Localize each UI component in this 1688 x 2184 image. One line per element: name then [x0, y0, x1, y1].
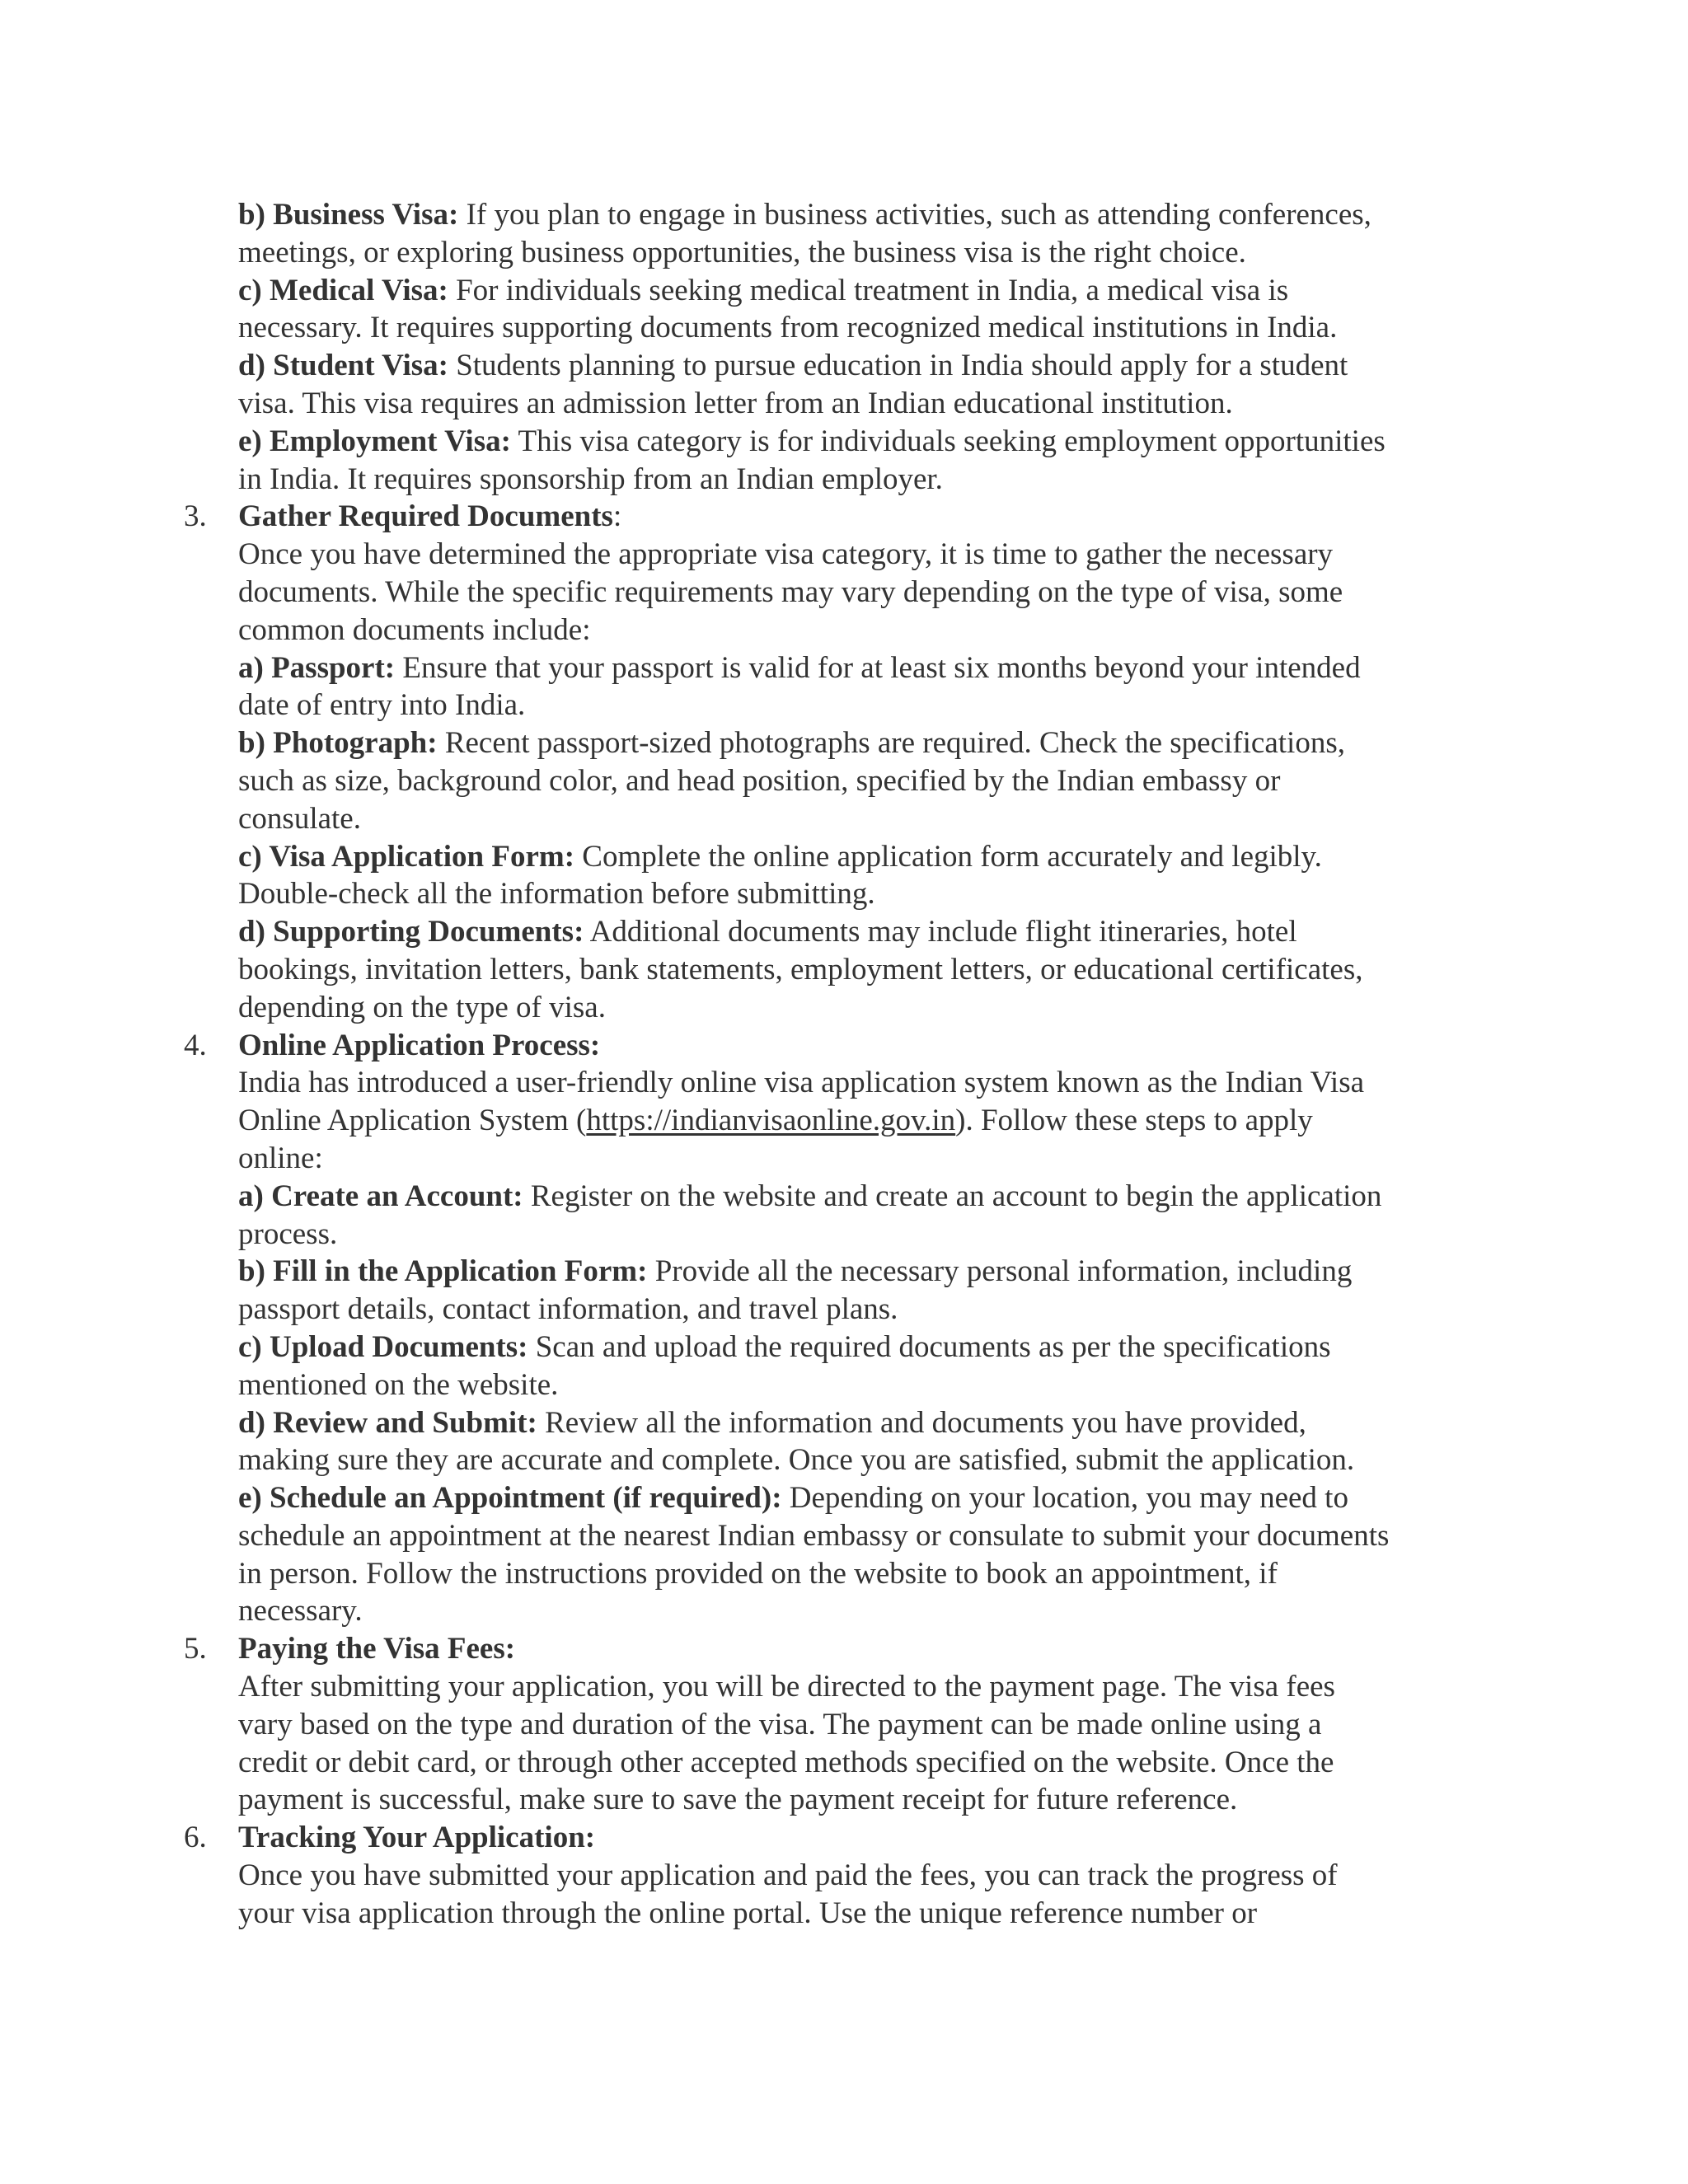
medical-visa-label: c) Medical Visa:: [238, 273, 448, 307]
section-6-body-line-2: your visa application through the online portal. Use the unique reference number or: [238, 1896, 1258, 1930]
document-body: [184, 196, 1491, 1933]
create-account-label: a) Create an Account:: [238, 1179, 523, 1213]
section-4-heading: 4. Online Application Process:: [238, 1027, 1491, 1065]
application-form-line-2: Double-check all the information before submitting.: [238, 877, 875, 912]
create-account-line-2: process.: [238, 1216, 338, 1251]
photograph-line-1: b) Photograph: Recent passport-sized photographs are required. Check the specifications,: [238, 726, 1345, 761]
section-5-heading: 5. Paying the Visa Fees:: [238, 1630, 1491, 1668]
upload-docs-line-2: mentioned on the website.: [238, 1367, 559, 1402]
indianvisaonline-link[interactable]: https://indianvisaonline.gov.in: [586, 1104, 956, 1138]
list-number: 5.: [184, 1632, 207, 1666]
section-4-intro-line-3: online:: [238, 1141, 323, 1175]
passport-label: a) Passport:: [238, 650, 396, 685]
supporting-docs-line-2: bookings, invitation letters, bank statements, employment letters, or educational certificates,: [238, 952, 1363, 987]
student-visa-line-1: d) Student Visa: Students planning to pursue education in India should apply for a student: [238, 349, 1348, 383]
business-visa-label: b) Business Visa:: [238, 198, 459, 232]
section-3-intro-line-2: documents. While the specific requirements may vary depending on the type of visa, some: [238, 574, 1343, 609]
schedule-appointment-line-4: necessary.: [238, 1594, 363, 1629]
section-5-body-line-4: payment is successful, make sure to save the payment receipt for future reference.: [238, 1783, 1238, 1817]
business-visa-line-1: b) Business Visa: If you plan to engage in business activities, such as attending conferences,: [238, 198, 1372, 232]
medical-visa-line-1: c) Medical Visa: For individuals seeking medical treatment in India, a medical visa is: [238, 273, 1289, 307]
review-submit-line-2: making sure they are accurate and complete. Once you are satisfied, submit the application.: [238, 1443, 1355, 1478]
review-submit-label: d) Review and Submit:: [238, 1405, 537, 1440]
supporting-docs-line-3: depending on the type of visa.: [238, 990, 606, 1024]
list-number: 3.: [184, 499, 207, 534]
photograph-line-3: consulate.: [238, 801, 361, 836]
business-visa-line-2: meetings, or exploring business opportunities, the business visa is the right choice.: [238, 235, 1246, 269]
schedule-appointment-line-2: schedule an appointment at the nearest Indian embassy or consulate to submit your documents: [238, 1518, 1390, 1553]
fill-form-label: b) Fill in the Application Form:: [238, 1254, 648, 1289]
schedule-appointment-line-3: in person. Follow the instructions provided on the website to book an appointment, if: [238, 1556, 1278, 1591]
section-3-intro-line-3: common documents include:: [238, 612, 591, 647]
fill-form-line-2: passport details, contact information, and travel plans.: [238, 1292, 898, 1327]
section-5-body-line-2: vary based on the type and duration of the visa. The payment can be made online using a: [238, 1707, 1322, 1741]
student-visa-label: d) Student Visa:: [238, 349, 448, 383]
section-6-heading: 6. Tracking Your Application:: [238, 1819, 1491, 1857]
upload-docs-label: c) Upload Documents:: [238, 1329, 528, 1364]
section-5-body-line-3: credit or debit card, or through other accepted methods specified on the website. Once the: [238, 1745, 1334, 1779]
schedule-appointment-label: e) Schedule an Appointment (if required):: [238, 1481, 782, 1516]
schedule-appointment-line-1: e) Schedule an Appointment (if required): Depending on your location, you may need to: [238, 1481, 1348, 1516]
supporting-docs-label: d) Supporting Documents:: [238, 915, 584, 949]
student-visa-line-2: visa. This visa requires an admission letter from an Indian educational institution.: [238, 386, 1233, 420]
section-5-body-line-1: After submitting your application, you will be directed to the payment page. The visa fees: [238, 1670, 1335, 1704]
photograph-label: b) Photograph:: [238, 726, 438, 761]
photograph-line-2: such as size, background color, and head position, specified by the Indian embassy or: [238, 763, 1281, 798]
list-number: 4.: [184, 1028, 207, 1062]
employment-visa-line-2: in India. It requires sponsorship from an Indian employer.: [238, 462, 943, 496]
employment-visa-line-1: e) Employment Visa: This visa category is for individuals seeking employment opportunities: [238, 424, 1386, 458]
supporting-docs-line-1: d) Supporting Documents: Additional documents may include flight itineraries, hotel: [238, 915, 1297, 949]
passport-line-1: a) Passport: Ensure that your passport is valid for at least six months beyond your intended: [238, 650, 1361, 685]
employment-visa-label: e) Employment Visa:: [238, 424, 511, 458]
section-3-heading: 3. Gather Required Documents:: [238, 498, 1491, 536]
list-number: 6.: [184, 1821, 207, 1855]
fill-form-line-1: b) Fill in the Application Form: Provide all the necessary personal information, including: [238, 1254, 1353, 1289]
section-3-intro-line-1: Once you have determined the appropriate visa category, it is time to gather the necessary: [238, 537, 1334, 572]
application-form-label: c) Visa Application Form:: [238, 839, 575, 874]
upload-docs-line-1: c) Upload Documents: Scan and upload the required documents as per the specifications: [238, 1329, 1331, 1364]
section-4-intro-line-2: Online Application System (https://indianvisaonline.gov.in). Follow these steps to apply: [238, 1104, 1313, 1138]
section-4-intro-line-1: India has introduced a user-friendly online visa application system known as the Indian Visa: [238, 1066, 1365, 1100]
passport-line-2: date of entry into India.: [238, 688, 526, 723]
review-submit-line-1: d) Review and Submit: Review all the information and documents you have provided,: [238, 1405, 1306, 1440]
application-form-line-1: c) Visa Application Form: Complete the online application form accurately and legibly.: [238, 839, 1322, 874]
create-account-line-1: a) Create an Account: Register on the website and create an account to begin the application: [238, 1179, 1382, 1213]
section-6-body-line-1: Once you have submitted your application and paid the fees, you can track the progress of: [238, 1858, 1338, 1893]
medical-visa-line-2: necessary. It requires supporting documents from recognized medical institutions in India.: [238, 311, 1338, 345]
